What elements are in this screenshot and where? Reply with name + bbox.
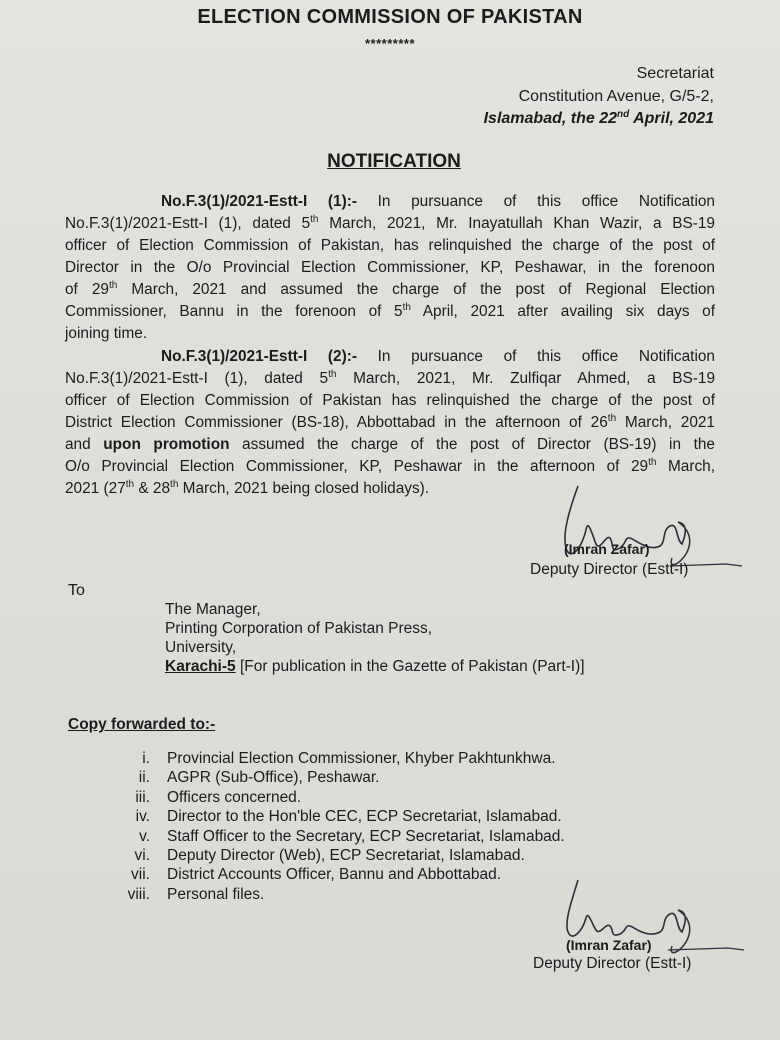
para1-text: March, 2021 and assumed the charge of the post of Regional Election — [117, 281, 715, 298]
para2-text: & 28 — [134, 480, 171, 497]
copy-list-text: Officers concerned. — [167, 788, 302, 806]
heading-separator: ********* — [364, 36, 416, 51]
signatory-name-1: (Imran Zafar) — [564, 541, 650, 557]
addressee-line-4 — [165, 658, 585, 676]
copy-list-number: i. — [142, 750, 150, 767]
copy-list-number: iv. — [135, 808, 150, 826]
emphasis-upon-promotion: upon promotion — [103, 436, 230, 453]
address-line-secretariat: Secretariat — [636, 65, 714, 82]
signatory-name-2: (Imran Zafar) — [566, 937, 652, 953]
para1-text: No.F.3(1)/2021-Estt-I (1), dated 5 — [65, 215, 311, 232]
addressee-line-1: The Manager, — [165, 601, 261, 618]
address-date-line — [484, 110, 714, 128]
ordinal-suffix: th — [310, 214, 319, 225]
para2-text: March, 2021 being closed holidays). — [178, 480, 430, 497]
signatory-title-2: Deputy Director (Estt-I) — [533, 955, 692, 972]
para1-reference: No.F.3(1)/2021-Estt-I (1):- — [161, 193, 357, 210]
address-line-avenue: Constitution Avenue, G/5-2, — [518, 88, 714, 105]
para1-line — [65, 213, 715, 235]
ordinal-suffix: th — [125, 479, 135, 490]
para2-line — [65, 456, 715, 478]
date-text: Islamabad, the 22 — [483, 110, 617, 127]
addressee-city: Karachi-5 — [165, 658, 236, 675]
ordinal-suffix: th — [648, 457, 657, 468]
para2-text: March, 2021 — [616, 414, 715, 431]
copy-list-text: Provincial Election Commissioner, Khyber Pakhtunkhwa. — [167, 750, 556, 767]
copy-list-text: Deputy Director (Web), ECP Secretariat, Islamabad. — [167, 846, 525, 864]
para2-line — [65, 368, 715, 390]
ordinal-suffix: th — [402, 302, 411, 313]
copy-list-number: vi. — [134, 846, 150, 864]
paragraph-2 — [65, 346, 715, 500]
publication-note: [For publication in the Gazette of Pakistan (Part-I)] — [235, 658, 585, 675]
para2-text: 2021 (27 — [65, 480, 126, 497]
para1-line — [65, 191, 715, 213]
para2-text: O/o Provincial Election Commissioner, KP, Peshawar in the afternoon of 29 — [65, 458, 649, 475]
para2-line: officer of Election Commission of Pakistan has relinquished the charge of the post of — [65, 392, 715, 409]
para2-line — [65, 412, 715, 434]
ordinal-suffix: th — [170, 479, 179, 490]
para1-text: March, 2021, Mr. Inayatullah Khan Wazir, a BS-19 — [318, 215, 715, 232]
para1-text: In pursuance of this office Notification — [377, 193, 715, 210]
copy-list-number: v. — [139, 827, 150, 845]
copy-list-text: Staff Officer to the Secretary, ECP Secretariat, Islamabad. — [167, 827, 565, 845]
copy-list-number: viii. — [127, 885, 150, 903]
para2-text: March, — [656, 458, 716, 475]
para1-line: Director in the O/o Provincial Election Commissioner, KP, Peshawar, in the forenoon — [65, 259, 715, 276]
ordinal-suffix: th — [607, 413, 617, 424]
para2-line — [65, 434, 715, 456]
para2-text: assumed the charge of the post of Director (BS-19) in the — [229, 436, 715, 453]
para2-text: and — [65, 436, 104, 453]
para1-line — [65, 301, 715, 323]
addressee-line-2: Printing Corporation of Pakistan Press, — [165, 620, 433, 637]
paragraph-1 — [65, 191, 715, 345]
para1-line — [65, 279, 715, 301]
para1-text: April, 2021 after availing six days of — [410, 303, 716, 320]
addressee-line-3: University, — [165, 639, 237, 656]
para1-text: of 29 — [65, 281, 109, 298]
document-title: NOTIFICATION — [327, 151, 461, 172]
copy-list-text: Personal files. — [167, 885, 265, 903]
copy-list-number: iii. — [135, 788, 150, 806]
copy-forwarded-heading: Copy forwarded to:- — [68, 716, 216, 733]
to-label: To — [68, 582, 85, 599]
para2-text: District Election Commissioner (BS-18), Abbottabad in the afternoon of 26 — [65, 414, 608, 431]
copy-list-text: AGPR (Sub-Office), Peshawar. — [167, 769, 380, 787]
signatory-title-1: Deputy Director (Estt-I) — [530, 561, 689, 578]
para2-text: In pursuance of this office Notification — [377, 348, 715, 365]
date-suffix: nd — [617, 109, 630, 120]
ordinal-suffix: th — [328, 369, 337, 380]
copy-list-text: Director to the Hon'ble CEC, ECP Secretariat, Islamabad. — [167, 808, 562, 826]
para1-line: officer of Election Commission of Pakistan, has relinquished the charge of the post of — [65, 237, 715, 254]
para2-line — [65, 346, 715, 368]
ordinal-suffix: th — [108, 280, 118, 291]
date-month-year: April, 2021 — [629, 110, 714, 127]
para1-line: joining time. — [65, 325, 148, 342]
copy-list-text: District Accounts Officer, Bannu and Abbottabad. — [167, 866, 502, 884]
copy-list-number: ii. — [138, 769, 150, 787]
copy-list-number: vii. — [131, 866, 150, 884]
organization-heading: ELECTION COMMISSION OF PAKISTAN — [197, 6, 583, 28]
para2-reference: No.F.3(1)/2021-Estt-I (2):- — [161, 348, 357, 365]
para2-text: No.F.3(1)/2021-Estt-I (1), dated 5 — [65, 370, 329, 387]
para1-text: Commissioner, Bannu in the forenoon of 5 — [65, 303, 403, 320]
para2-text: March, 2021, Mr. Zulfiqar Ahmed, a BS-19 — [336, 370, 715, 387]
